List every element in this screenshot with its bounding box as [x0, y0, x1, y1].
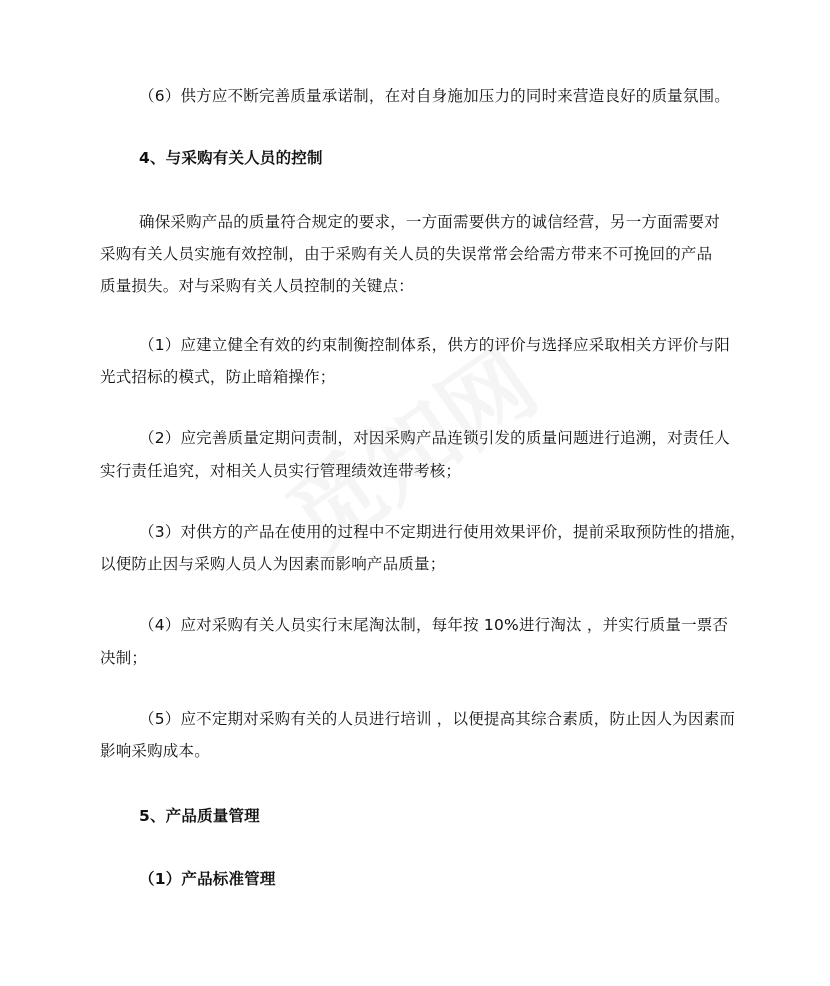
paragraph-line: 确保采购产品的质量符合规定的要求，一方面需要供方的诚信经营，另一方面需要对 — [139, 213, 720, 231]
section-heading: 4、与采购有关人员的控制 — [139, 149, 323, 167]
paragraph-line: 采购有关人员实施有效控制，由于采购有关人员的失误常常会给需方带来不可挽回的产品 — [100, 245, 713, 263]
list-item-line: （5）应不定期对采购有关的人员进行培训 ，以便提高其综合素质，防止因人为因素而 — [139, 710, 736, 728]
section-heading: 5、产品质量管理 — [139, 807, 260, 825]
list-item-line: 以便防止因与采购人员人为因素而影响产品质量； — [100, 555, 446, 573]
list-item-line: 影响采购成本。 — [100, 742, 210, 760]
paragraph-line: （6）供方应不断完善质量承诺制，在对自身施加压力的同时来营造良好的质量氛围。 — [139, 87, 730, 105]
list-item-line: （2）应完善质量定期问责制，对因采购产品连锁引发的质量问题进行追溯，对责任人 — [139, 429, 730, 447]
list-item-line: （1）应建立健全有效的约束制衡控制体系，供方的评价与选择应采取相关方评价与阳 — [139, 336, 730, 354]
list-item-line: 光式招标的模式，防止暗箱操作； — [100, 368, 336, 386]
list-item-line: （3）对供方的产品在使用的过程中不定期进行使用效果评价，提前采取预防性的措施， — [139, 523, 746, 541]
paragraph-line: 质量损失。对与采购有关人员控制的关键点： — [100, 277, 415, 295]
list-item-line: （4）应对采购有关人员实行末尾淘汰制，每年按 10%进行淘汰 ，并实行质量一票否 — [139, 616, 729, 634]
list-item-line: 实行责任追究，对相关人员实行管理绩效连带考核； — [100, 462, 462, 480]
list-item-line: 决制； — [100, 649, 148, 667]
subsection-heading: （1）产品标准管理 — [139, 870, 276, 888]
